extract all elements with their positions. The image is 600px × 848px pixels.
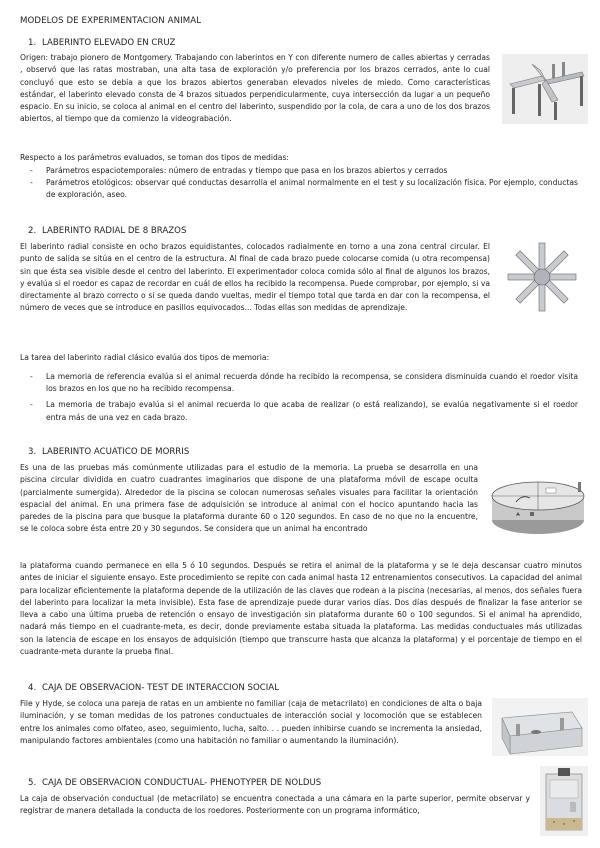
- section-title: LABERINTO ELEVADO EN CRUZ: [42, 38, 176, 48]
- social-interaction-box-image: [492, 698, 588, 756]
- list-item: - Parámetros espaciotemporales: número de entradas y tiempo que pasa en los brazos abiertos y cerrados: [30, 166, 448, 175]
- section-2-heading: [28, 226, 186, 236]
- section-3-body-b: la plataforma cuando permanece en ella 5 ó 10 segundos. Después se retira el animal de la plataforma y se le deja descansar cuatro minutos antes de iniciar el siguiente ensayo. Este procedimiento se repite con cada animal hasta 12 entrenamientos consecutivos. La capacidad del animal para localizar eficientemente la plataforma depende de la utilización de las claves que rodean a la piscina (necesarias, al menos, dos señales fuera del laberinto para localizar la meta invisible). Esta fase de aprendizaje puede durar varios días. Dos días después de finalizar la fase anterior se lleva a cabo una última prueba de retención o ensayo de investigación sin plataforma durante 60 o 100 segundos. Si el animal ha aprendido, nadará más tiempo en el cuadrante-meta, es decir, donde previamente estaba situada la plataforma. Las medidas conductuales más utilizadas son la latencia de escape en los ensayos de adquisición (tiempo que transcurre hasta que alcanza la plataforma) y el porcentaje de tiempo en el cuadrante-meta durante la prueba final.: [20, 561, 582, 657]
- section-1-intro: Respecto a los parámetros evaluados, se toman dos tipos de medidas:: [20, 153, 289, 162]
- list-item: - La memoria de referencia evalúa si el animal recuerda dónde ha recibido la recompensa, se considera disminuida cuando el roedor visita los brazos en los que no ha recibido recompensa.: [30, 372, 578, 394]
- list-item: - Parámetros etológicos: observar qué conductas desarrolla el animal normalmente en el test y su localización física. Por ejemplo, conductas de exploración, aseo.: [30, 178, 578, 200]
- page-title: MODELOS DE EXPERIMENTACION ANIMAL: [20, 16, 202, 26]
- section-title: LABERINTO ACUATICO DE MORRIS: [42, 447, 190, 457]
- section-2-bullets: [30, 371, 578, 424]
- section-5-body: La caja de observación conductual (de metacrilato) se encuentra conectada a una cámara en la parte superior, permite observar y registrar de manera detallada la conducta de los roedores. Posteriormente con un programa informático,: [20, 794, 530, 816]
- section-number: 1.: [28, 38, 37, 48]
- section-number: 4.: [28, 683, 37, 693]
- section-1-heading: [28, 38, 175, 48]
- section-number: 2.: [28, 226, 37, 236]
- section-title: LABERINTO RADIAL DE 8 BRAZOS: [42, 226, 187, 236]
- section-number: 5.: [28, 778, 37, 788]
- elevated-plus-maze-image: [502, 54, 588, 124]
- section-title: CAJA DE OBSERVACION- TEST DE INTERACCION SOCIAL: [42, 683, 279, 693]
- section-5-heading: [28, 778, 321, 788]
- section-1-body: Origen: trabajo pionero de Montgomery. Trabajando con laberintos en Y con diferente numero de calles abiertas y cerradas , observó que las ratas mostraban, una alta tasa de exploración y/o preferencia por los brazos cerrados, ante lo cual concluyó que esto se debía a que los brazos abiertos generaban elevados niveles de miedo. Como características estándar, el laberinto elevado consta de 4 brazos situados perpendicularmente, cuya intersección da lugar a un pequeño espacio. En su inicio, se coloca al animal en el centro del laberinto, suspendido por la cola, de cara a uno de los dos brazos abiertos, al tiempo que da comienzo la videograbación.: [20, 53, 490, 124]
- section-3-heading: [28, 447, 189, 457]
- section-2-body: El laberinto radial consiste en ocho brazos equidistantes, colocados radialmente en torno a una zona central circular. El punto de salida se sitúa en el centro de la estructura. Al final de cada brazo puede colocarse comida (u otra recompensa) sin que ésta sea visible desde el centro del laberinto. El experimentador coloca comida sólo al final de algunos los brazos, y evalúa si el roedor es capaz de recordar en cuál de ellos ha recibido la recompensa. Puede comprobar, por ejemplo, si va directamente al brazo correcto o si se queda dando vueltas, medir el tiempo total que tarda en dar con la recompensa, el número de veces que se introduce en pasillos equivocados... Todas ellas son medidas de aprendizaje.: [20, 242, 490, 313]
- section-title: CAJA DE OBSERVACION CONDUCTUAL- PHENOTYPER DE NOLDUS: [42, 778, 322, 788]
- section-number: 3.: [28, 447, 37, 457]
- phenotyper-box-image: [540, 766, 588, 836]
- section-1-bullets: [30, 165, 578, 202]
- morris-water-maze-image: [486, 472, 590, 542]
- section-4-heading: [28, 683, 279, 693]
- section-4-body: File y Hyde, se coloca una pareja de ratas en un ambiente no familiar (caja de metacrilato) en condiciones de alta o baja iluminación, y se toman medidas de los patrones conductuales de interacción social y locomoción que se establecen entre los animales como olfateo, aseo, seguimiento, lucha, salto. . . pueden inhibirse cuando se incrementa la ansiedad, manipulando factores ambientales (como una habitación no familiar o aumentando la iluminación).: [20, 699, 482, 745]
- section-2-intro: La tarea del laberinto radial clásico evalúa dos tipos de memoria:: [20, 353, 270, 362]
- list-item: - La memoria de trabajo evalúa si el animal recuerda lo que acaba de realizar (o está realizando), se evalúa negativamente si el roedor entra más de una vez en cada brazo.: [30, 400, 578, 422]
- section-3-body-a: Es una de las pruebas más comúnmente utilizadas para el estudio de la memoria. La prueba se desarrolla en una piscina circular dividida en cuatro cuadrantes imaginarios que dispone de una plataforma móvil de escape oculta (parcialmente sumergida). Alrededor de la piscina se colocan numerosas señales visuales para facilitar la orientación espacial del animal. En una primera fase de adquisición se introduce al animal con el hocico apuntando hacia las paredes de la piscina para que busque la plataforma durante 60 o 120 segundos. En caso de no que no la encuentre, se le coloca sobre ésta entre 20 y 30 segundos. Se considera que un animal ha encontrado: [20, 463, 478, 534]
- radial-maze-image: [494, 242, 590, 312]
